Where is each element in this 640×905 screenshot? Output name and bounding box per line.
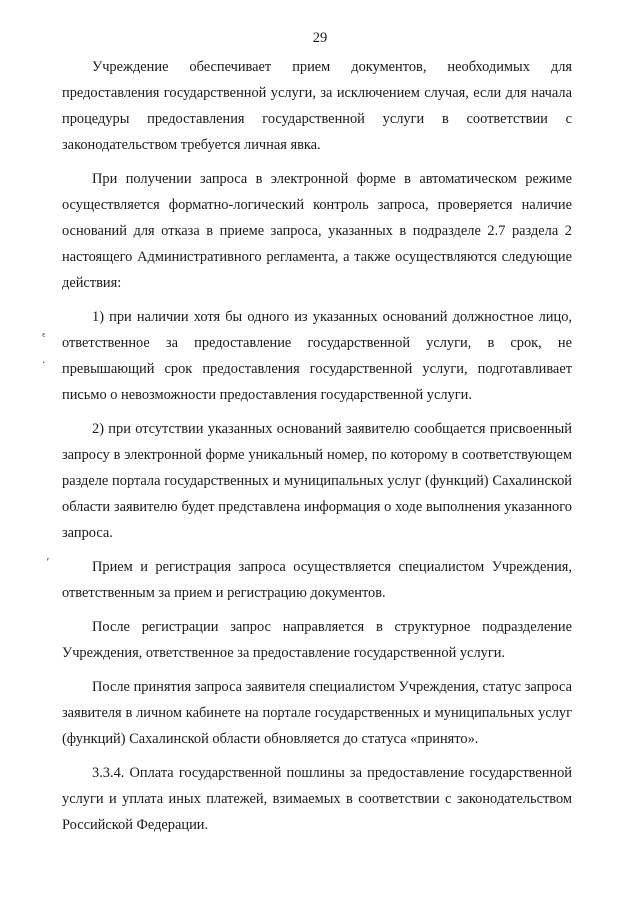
page-number: 29 xyxy=(312,30,328,46)
scan-mark: · xyxy=(42,356,46,369)
paragraph-item-1: 1) при наличии хотя бы одного из указанных оснований должностное лицо, ответственное за предоставление государственной услуги, в срок, не превышающий срок предоставления государственной услуги, подготавливает письмо о невозможности предоставления государственной услуги. xyxy=(62,309,572,403)
paragraph-item-2: 2) при отсутствии указанных оснований заявителю сообщается присвоенный запросу в электронной форме уникальный номер, по которому в соответствующем разделе портала государственных и муниципальных услуг (функций) Сахалинской области заявителю будет представлена информация о ходе выполнения указанного запроса. xyxy=(62,421,572,541)
scan-mark: ʼ xyxy=(46,556,50,569)
paragraph-forwarding: После регистрации запрос направляется в структурное подразделение Учреждения, ответственное за предоставление государственной услуги. xyxy=(62,619,572,661)
paragraph-section-3-3-4: 3.3.4. Оплата государственной пошлины за предоставление государственной услуги и уплата иных платежей, взимаемых в соответствии с законодательством Российской Федерации. xyxy=(62,765,572,833)
document-body xyxy=(62,54,572,846)
scan-mark: ᵋ xyxy=(42,330,46,343)
paragraph-electronic-request: При получении запроса в электронной форме в автоматическом режиме осуществляется форматно-логический контроль запроса, проверяется наличие оснований для отказа в приеме запроса, указанных в подразделе 2.7 раздела 2 настоящего Административного регламента, а также осуществляются следующие действия: xyxy=(62,171,572,291)
paragraph-registration: Прием и регистрация запроса осуществляется специалистом Учреждения, ответственным за прием и регистрацию документов. xyxy=(62,559,572,601)
paragraph-status-update: После принятия запроса заявителя специалистом Учреждения, статус запроса заявителя в личном кабинете на портале государственных и муниципальных услуг (функций) Сахалинской области обновляется до статуса «принято». xyxy=(62,679,572,747)
paragraph-reception: Учреждение обеспечивает прием документов, необходимых для предоставления государственной услуги, за исключением случая, если для начала процедуры предоставления государственной услуги в соответствии с законодательством требуется личная явка. xyxy=(62,59,572,153)
